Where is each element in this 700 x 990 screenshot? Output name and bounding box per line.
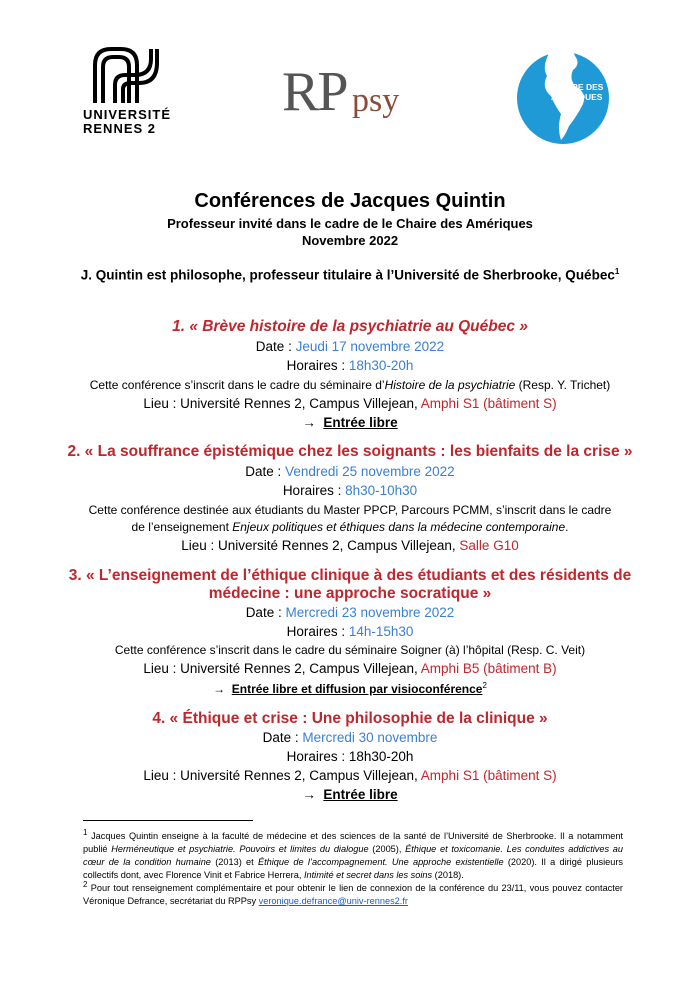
conference-2-place	[0, 538, 700, 553]
desc-italic: Enjeux politiques et éthiques dans la médecine contemporaine	[232, 520, 566, 534]
footnote-mark: 2	[83, 880, 88, 889]
footnote-ref-1[interactable]: 1	[614, 267, 620, 276]
time-label: Horaires :	[282, 483, 346, 498]
conference-1-access	[0, 415, 700, 430]
footnote-italic: Intimité et secret dans les soins	[303, 870, 433, 881]
page-subtitle: Professeur invité dans le cadre de le Chaire des Amériques	[167, 216, 533, 231]
place-label: Lieu : Université Rennes 2, Campus Villejean,	[181, 538, 460, 553]
footnote-text: (2013) et	[210, 857, 258, 868]
conference-1-time	[0, 358, 700, 373]
conference-4-time	[0, 749, 700, 764]
place-label: Lieu : Université Rennes 2, Campus Villejean,	[143, 661, 421, 676]
desc-text: de l’enseignement	[131, 520, 233, 534]
footnote-text: Jacques Quintin enseigne à la faculté de médecine et des sciences de la santé de l’Université de Sherbrooke. Il a notamment publié	[83, 831, 623, 855]
time-value: 18h30-20h	[348, 358, 414, 373]
room-value: Amphi S1 (bâtiment S)	[420, 396, 557, 411]
desc-text: (Resp. Y. Trichet)	[515, 378, 611, 392]
footnote-text: (2018).	[432, 870, 464, 881]
conference-3-title-line1: 3. « L’enseignement de l’éthique clinique à des étudiants et des résidents de	[68, 567, 632, 584]
place-label: Lieu : Université Rennes 2, Campus Villejean,	[143, 396, 421, 411]
access-text: Entrée libre	[323, 787, 398, 802]
conference-4-access	[0, 787, 700, 802]
rppsy-main: RP	[282, 61, 347, 123]
conference-2-desc-line1: Cette conférence destinée aux étudiants du Master PPCP, Parcours PCMM, s’inscrit dans le cadre	[88, 503, 612, 517]
conference-3-place	[0, 661, 700, 676]
footnote-2	[83, 878, 623, 908]
rennes2-emblem-icon	[91, 45, 161, 107]
room-value: Salle G10	[459, 538, 519, 553]
time-value: 14h-15h30	[348, 624, 414, 639]
footnote-italic: Éthique et toxicomanie. Les conduites addictives au cœur de la condition humaine	[83, 844, 624, 868]
page-title: Conférences de Jacques Quintin	[194, 190, 506, 212]
chaire-line1: CHAIRE DES	[551, 82, 604, 92]
desc-italic: Histoire de la psychiatrie	[384, 378, 516, 392]
date-label: Date :	[245, 605, 286, 620]
access-text: Entrée libre	[323, 415, 398, 430]
conference-3-desc: Cette conférence s’inscrit dans le cadre du séminaire Soigner (à) l’hôpital (Resp. C. Veit)	[114, 643, 586, 657]
conference-1-title-text: 1. « Brève histoire de la psychiatrie au Québec »	[172, 318, 528, 335]
chaire-line2: AMÉRIQUES	[551, 92, 603, 102]
conference-4-title: 4. « Éthique et crise : Une philosophie de la clinique »	[152, 710, 548, 727]
conference-2-desc-line2	[0, 520, 700, 534]
universite-rennes2-logo	[83, 45, 193, 136]
footnote-text: (2020). Il a dirigé plusieurs collectifs dont, avec Florence Vinit et Fabrice Herrera,	[83, 857, 623, 881]
rppsy-logo	[282, 60, 432, 130]
arrow-icon: →	[213, 682, 226, 696]
desc-text: .	[565, 520, 569, 534]
conference-4-place	[0, 768, 700, 783]
date-value: Mercredi 30 novembre	[302, 730, 438, 745]
intro-text: J. Quintin est philosophe, professeur titulaire à l’Université de Sherbrooke, Québec	[80, 267, 615, 283]
footnote-italic: Éthique de l’accompagnement. Une approche existentielle	[257, 857, 504, 868]
conference-1-desc	[0, 378, 700, 392]
date-value: Mercredi 23 novembre 2022	[285, 605, 455, 620]
chaire-des-ameriques-logo	[511, 42, 615, 146]
uni-name-line2: RENNES 2	[83, 121, 157, 136]
desc-text: Cette conférence s’inscrit dans le cadre du séminaire d’	[89, 378, 385, 392]
uni-name-line1: UNIVERSITÉ	[83, 107, 172, 122]
footnote-mark: 1	[83, 828, 88, 837]
rppsy-suffix: psy	[352, 82, 400, 119]
arrow-icon: →	[302, 787, 316, 802]
time-value: 18h30-20h	[348, 749, 414, 764]
contact-email-link[interactable]: veronique.defrance@univ-rennes2.fr	[258, 896, 408, 907]
footnote-italic: Herméneutique et psychiatrie. Pouvoirs et limites du dialogue	[111, 844, 369, 855]
conference-2-date	[0, 464, 700, 479]
room-value: Amphi S1 (bâtiment S)	[420, 768, 557, 783]
time-label: Horaires :	[286, 749, 349, 764]
conference-1-date	[0, 339, 700, 354]
conference-2-title: 2. « La souffrance épistémique chez les soignants : les bienfaits de la crise »	[67, 443, 633, 460]
conference-2-time	[0, 483, 700, 498]
footnote-text: (2005),	[368, 844, 406, 855]
time-label: Horaires :	[286, 358, 349, 373]
conference-3-access	[0, 681, 700, 696]
footnote-1	[83, 826, 623, 882]
date-value: Vendredi 25 novembre 2022	[285, 464, 455, 479]
conference-3-date	[0, 605, 700, 620]
footnote-divider	[83, 820, 253, 821]
arrow-icon: →	[302, 415, 316, 430]
date-label: Date :	[262, 730, 303, 745]
date-label: Date :	[245, 464, 286, 479]
time-label: Horaires :	[286, 624, 349, 639]
conference-1-title	[0, 318, 700, 336]
intro-line	[0, 267, 700, 283]
place-label: Lieu : Université Rennes 2, Campus Villejean,	[143, 768, 421, 783]
conference-4-date	[0, 730, 700, 745]
page-date: Novembre 2022	[301, 233, 399, 248]
footnote-ref-2[interactable]: 2	[482, 681, 487, 690]
conference-1-place	[0, 396, 700, 411]
time-value: 8h30-10h30	[345, 483, 418, 498]
date-value: Jeudi 17 novembre 2022	[295, 339, 445, 354]
date-label: Date :	[255, 339, 296, 354]
conference-3-title-line2: médecine : une approche socratique »	[208, 585, 492, 602]
conference-3-time	[0, 624, 700, 639]
access-text: Entrée libre et diffusion par visioconférence	[231, 682, 483, 696]
footnote-text: Pour tout renseignement complémentaire et pour obtenir le lien de connexion de la conférence du 23/11, vous pouvez contacter Véronique Defrance, secrétariat du RPPsy	[83, 883, 623, 907]
room-value: Amphi B5 (bâtiment B)	[420, 661, 557, 676]
